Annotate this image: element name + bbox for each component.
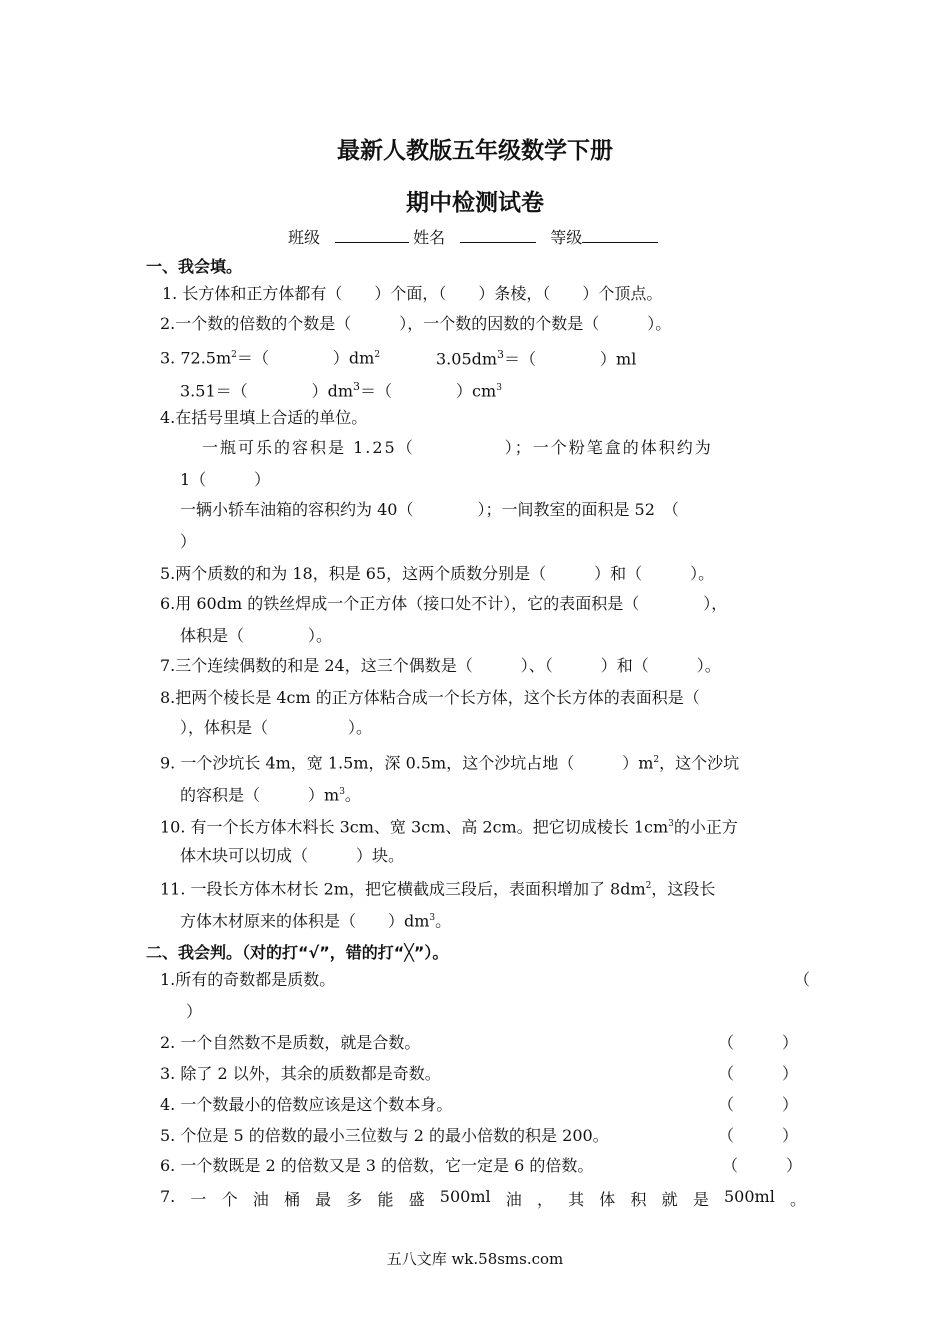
question-4a: 一瓶可乐的容积是 1.25（ ）；一个粉笔盒的体积约为 (202, 438, 713, 457)
judge-6: 6. 一个数既是 2 的倍数又是 3 的倍数，它一定是 6 的倍数。 (160, 1156, 594, 1175)
exam-title: 最新人教版五年级数学下册 (337, 138, 613, 164)
student-info-line (288, 228, 658, 248)
judge-3-answer[interactable]: （ ） (718, 1064, 799, 1083)
question-9: 9. 一个沙坑长 4m，宽 1.5m，深 0.5m，这个沙坑占地（ ）$m^2$，这个沙坑 (160, 753, 740, 773)
question-10-cont: 体木块可以切成（ ）块。 (180, 846, 405, 865)
judge-7-token: 油 (505, 1190, 522, 1209)
question-4b: 一辆小轿车油箱的容积约为 40（ ）；一间教室的面积是 52 （ (180, 500, 679, 519)
judge-7-token: 积 (630, 1190, 647, 1209)
question-7: 7.三个连续偶数的和是 24，这三个偶数是（ ）、（ ）和（ ）。 (160, 656, 721, 675)
question-8-cont: ），体积是（ ）。 (180, 718, 373, 737)
judge-5: 5. 个位是 5 的倍数的最小三位数与 2 的最小倍数的积是 200。 (160, 1126, 609, 1145)
class-label: 班级 (288, 228, 321, 247)
name-blank[interactable] (460, 228, 536, 243)
class-blank[interactable] (335, 228, 409, 243)
section-1-heading: 一、我会填。 (146, 257, 243, 276)
judge-7-token: 多 (346, 1190, 363, 1209)
judge-7-token: 500ml (439, 1187, 491, 1206)
grade-blank[interactable] (582, 228, 658, 243)
judge-7-token: 就 (661, 1190, 678, 1209)
question-4b-cont: ） (180, 532, 197, 551)
judge-7-token: 最 (315, 1190, 332, 1209)
question-4: 4.在括号里填上合适的单位。 (160, 408, 368, 427)
question-2: 2.一个数的倍数的个数是（ ），一个数的因数的个数是（ ）。 (160, 314, 672, 333)
judge-7-token: 油 (252, 1190, 269, 1209)
question-3-line-b: $3.05dm^3=$（ ）ml (436, 348, 637, 369)
question-9-cont: 的容积是（ ）$m^3$。 (180, 785, 361, 805)
judge-7-token: 盛 (408, 1190, 425, 1209)
judge-7-token: 一 (190, 1190, 207, 1209)
exam-subtitle: 期中检测试卷 (406, 190, 544, 216)
judge-7 (160, 1187, 806, 1210)
question-3-line-a: 3. $72.5m^2=$（ ）$dm^2$ (160, 348, 381, 368)
section-2-heading: 二、我会判。（对的打“√”，错的打“╳”）。 (146, 943, 449, 962)
judge-7-token: 桶 (283, 1190, 300, 1209)
question-1: 1. 长方体和正方体都有（ ）个面，（ ）条棱，（ ）个顶点。 (162, 284, 663, 303)
judge-7-token: 500ml (723, 1187, 775, 1206)
question-8: 8.把两个棱长是 4cm 的正方体粘合成一个长方体，这个长方体的表面积是（ (160, 688, 700, 707)
footer-watermark: 五八文库 wk.58sms.com (386, 1250, 564, 1268)
judge-1: 1.所有的奇数都是质数。 (160, 970, 336, 989)
grade-label: 等级 (550, 228, 583, 247)
name-label: 姓名 (413, 228, 446, 247)
judge-2-answer[interactable]: （ ） (718, 1033, 799, 1052)
question-3-line-c: 3.51＝（ ）$dm^3=$（ ）$cm^3$ (180, 380, 502, 401)
judge-7-token: 是 (692, 1190, 709, 1209)
judge-6-answer[interactable]: （ ） (722, 1156, 803, 1175)
judge-1-paren-close[interactable]: ） (186, 1002, 203, 1021)
question-11-cont: 方体木材原来的体积是（ ）$dm^3$。 (180, 911, 452, 931)
judge-2: 2. 一个自然数不是质数，就是合数。 (160, 1033, 421, 1052)
judge-4-answer[interactable]: （ ） (718, 1095, 799, 1114)
judge-7-token: 个 (221, 1190, 238, 1209)
judge-7-token: 能 (377, 1190, 394, 1209)
question-11: 11. 一段长方体木材长 2m，把它横截成三段后，表面积增加了 $8dm^2$，这段长 (160, 879, 716, 899)
judge-5-answer[interactable]: （ ） (718, 1126, 799, 1145)
judge-7-token: ， (536, 1190, 553, 1209)
question-10: 10. 有一个长方体木料长 3cm、宽 3cm、高 2cm。把它切成棱长 $1cm^3$的小正方 (160, 817, 738, 837)
judge-7-token: 其 (568, 1190, 585, 1209)
question-6: 6.用 60dm 的铁丝焊成一个正方体（接口处不计），它的表面积是（ ）， (160, 594, 728, 613)
judge-7-token: 。 (789, 1190, 806, 1209)
question-4a-cont: 1（ ） (180, 470, 271, 489)
judge-7-token: 7. (160, 1187, 176, 1206)
question-5: 5.两个质数的和为 18，积是 65，这两个质数分别是（ ）和（ ）。 (160, 564, 715, 583)
judge-4: 4. 一个数最小的倍数应该是这个数本身。 (160, 1095, 453, 1114)
judge-1-paren-open[interactable]: （ (794, 970, 811, 989)
question-6-cont: 体积是（ ）。 (180, 626, 333, 645)
judge-7-token: 体 (599, 1190, 616, 1209)
judge-3: 3. 除了 2 以外，其余的质数都是奇数。 (160, 1064, 441, 1083)
